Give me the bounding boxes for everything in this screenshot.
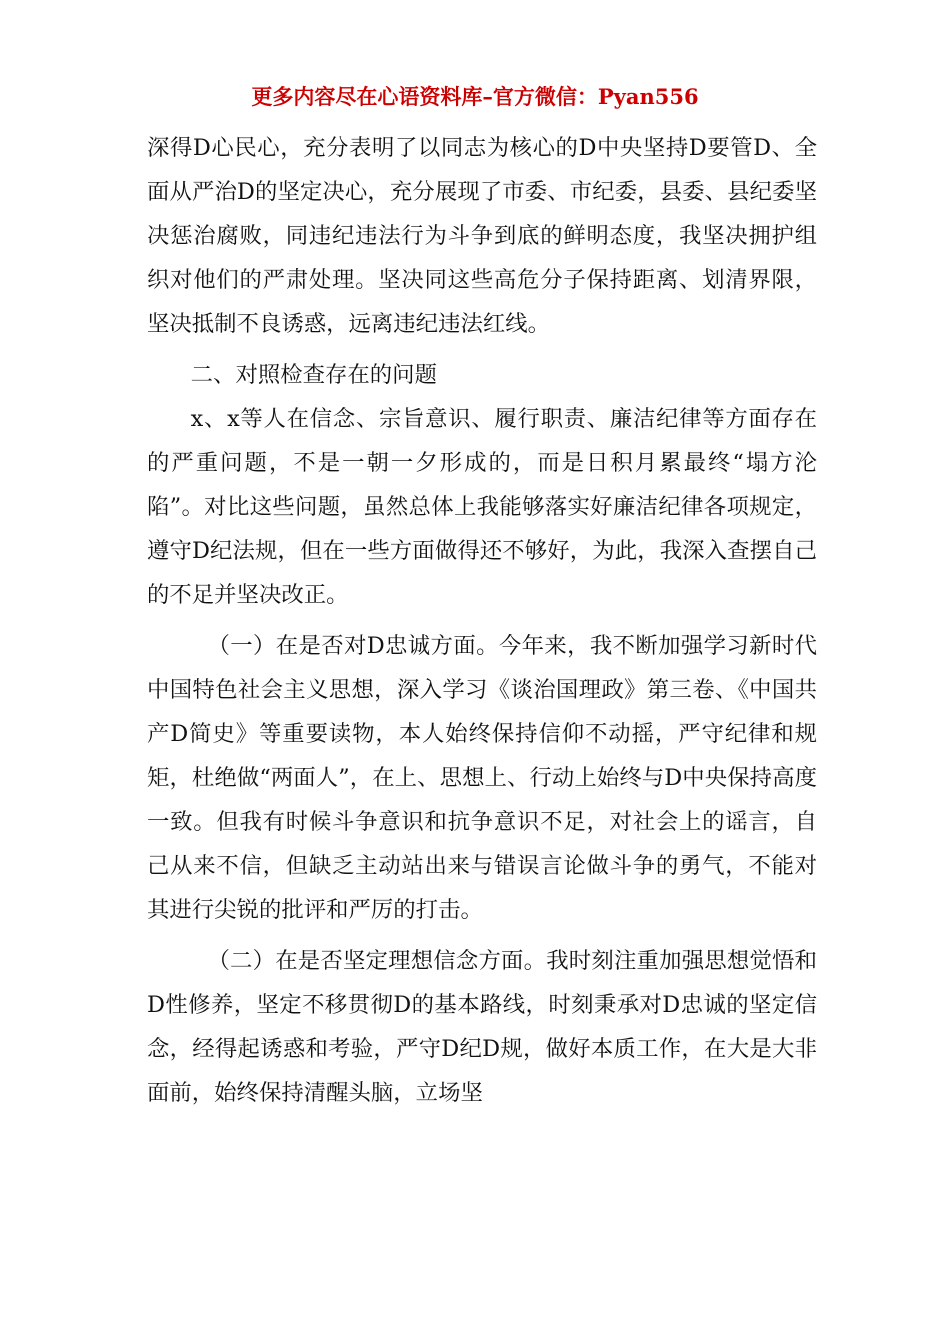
document-body — [147, 126, 817, 1115]
watermark-banner: 更多内容尽在心语资料库–官方微信：Pyan556 — [251, 84, 699, 109]
paragraph-item-2: （二）在是否坚定理想信念方面。我时刻注重加强思想觉悟和D性修养，坚定不移贯彻D的基本路线，时刻秉承对D忠诚的坚定信念，经得起诱惑和考验，严守D纪D规，做好本质工作，在大是大非面前，始终保持清醒头脑，立场坚 — [147, 948, 817, 1106]
paragraph-continuation: 深得D心民心，充分表明了以同志为核心的D中央坚持D要管D、全面从严治D的坚定决心，充分展现了市委、市纪委，县委、县纪委坚决惩治腐败，同违纪违法行为斗争到底的鲜明态度，我坚决拥护组织对他们的严肃处理。坚决同这些高危分子保持距离、划清界限，坚决抵制不良诱惑，远离违纪违法红线。 — [147, 135, 817, 337]
paragraph-intro: x、x等人在信念、宗旨意识、履行职责、廉洁纪律等方面存在的严重问题，不是一朝一夕形成的，而是日积月累最终“塌方沦陷”。对比这些问题，虽然总体上我能够落实好廉洁纪律各项规定，遵守D纪法规，但在一些方面做得还不够好，为此，我深入查摆自己的不足并坚决改正。 — [147, 406, 817, 608]
section-heading: 二、对照检查存在的问题 — [190, 362, 437, 388]
paragraph-item-1: （一）在是否对D忠诚方面。今年来，我不断加强学习新时代中国特色社会主义思想，深入学习《谈治国理政》第三卷、《中国共产D简史》等重要读物，本人始终保持信仰不动摇，严守纪律和规矩，杜绝做“两面人”，在上、思想上、行动上始终与D中央保持高度一致。但我有时候斗争意识和抗争意识不足，对社会上的谣言，自己从来不信，但缺乏主动站出来与错误言论做斗争的勇气，不能对其进行尖锐的批评和严厉的打击。 — [147, 633, 817, 923]
